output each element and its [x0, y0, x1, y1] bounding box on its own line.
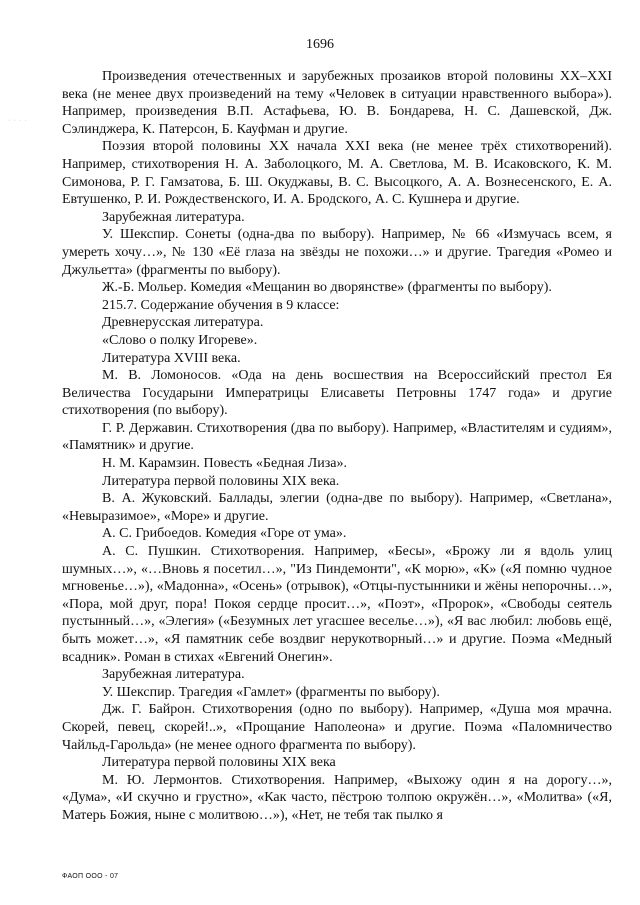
paragraph: А. С. Грибоедов. Комедия «Горе от ума». [102, 526, 347, 542]
paragraph: У. Шекспир. Трагедия «Гамлет» (фрагменты по выбору). [102, 684, 440, 700]
scan-edge-mark: · · · · [8, 118, 28, 124]
section-heading: Литература первой половины XIX века. [102, 473, 340, 489]
paragraph: Произведения отечественных и зарубежных прозаиков второй половины XX–XXI века (не менее двух произведений на тему «Человек в ситуации нравственного выбора»). Например, произведения В.П. Астафьева, Ю. В. Бондарева, Н. С. Дашевской, Дж. Сэлинджера, К. Патерсон, Б. Кауфман и другие. [62, 69, 612, 137]
paragraph: В. А. Жуковский. Баллады, элегии (одна-две по выбору). Например, «Светлана», «Невыразимое», «Море» и другие. [62, 491, 612, 524]
paragraph: Н. М. Карамзин. Повесть «Бедная Лиза». [102, 456, 347, 472]
paragraph: Г. Р. Державин. Стихотворения (два по выбору). Например, «Властителям и судиям», «Памятник» и другие. [62, 420, 612, 454]
section-heading: 215.7. Содержание обучения в 9 классе: [102, 297, 340, 313]
paragraph: У. Шекспир. Сонеты (одна-два по выбору). Например, № 66 «Измучась всем, я умереть хочу…», № 130 «Её глаза на звёзды не похожи…» и другие. Трагедия «Ромео и Джульетта» (фрагменты по выбору). [62, 227, 612, 278]
section-heading: Зарубежная литература. [102, 209, 245, 225]
paragraph: Дж. Г. Байрон. Стихотворения (одно по выбору). Например, «Душа моя мрачна. Скорей, певец, скорей!..», «Прощание Наполеона» и другие. Поэма «Паломничество Чайльд-Гарольда» (не менее одного фрагмента по выбору). [62, 702, 612, 753]
section-heading: Зарубежная литература. [102, 667, 245, 683]
paragraph: «Слово о полку Игореве». [102, 332, 258, 348]
section-heading: Литература XVIII века. [102, 350, 241, 366]
page-number: 1696 [306, 37, 334, 52]
section-heading: Древнерусская литература. [102, 315, 264, 331]
footer-code: ФАОП ООО - 07 [62, 873, 119, 880]
paragraph: Поэзия второй половины XX начала XXI века (не менее трёх стихотворений). Например, стихотворения Н. А. Заболоцкого, М. А. Светлова, М. В. Исаковского, К. М. Симонова, Р. Г. Гамзатова, Б. Ш. Окуджавы, В. С. Высоцкого, А. А. Вознесенского, Е. А. Евтушенко, Р. И. Рождественского, И. А. Бродского, А. С. Кушнера и другие. [62, 139, 612, 208]
paragraph: М. Ю. Лермонтов. Стихотворения. Например, «Выхожу один я на дорогу…», «Дума», «И скучно и грустно», «Как часто, пёстрою толпою окружён…», «Молитва» («Я, Матерь Божия, ныне с молитвою…»), «Нет, не тебя так пылко я [62, 772, 612, 823]
paragraph: М. В. Ломоносов. «Ода на день восшествия на Всероссийский престол Ея Величества Государыни Императрицы Елисаветы Петровны 1747 года» и другие стихотворения (по выбору). [62, 368, 612, 419]
paragraph: Ж.-Б. Мольер. Комедия «Мещанин во дворянстве» (фрагменты по выбору). [102, 280, 552, 296]
document-body [62, 68, 612, 825]
paragraph: А. С. Пушкин. Стихотворения. Например, «Бесы», «Брожу ли я вдоль улиц шумных…», «…Вновь я посетил…», "Из Пиндемонти", «К морю», «К» («Я помню чудное мгновенье…»), «Мадонна», «Осень» (отрывок), «Отцы-пустынники и жёны непорочны…», «Пора, мой друг, пора! Покоя сердце просит…», «Поэт», «Пророк», «Свободы сеятель пустынный…», «Элегия» («Безумных лет угасшее веселье…»), «Я вас любил: любовь ещё, быть может…», «Я памятник себе воздвиг нерукотворный…» и другие. Поэма «Медный всадник». Роман в стихах «Евгений Онегин». [62, 544, 612, 665]
section-heading: Литература первой половины XIX века [102, 755, 336, 771]
